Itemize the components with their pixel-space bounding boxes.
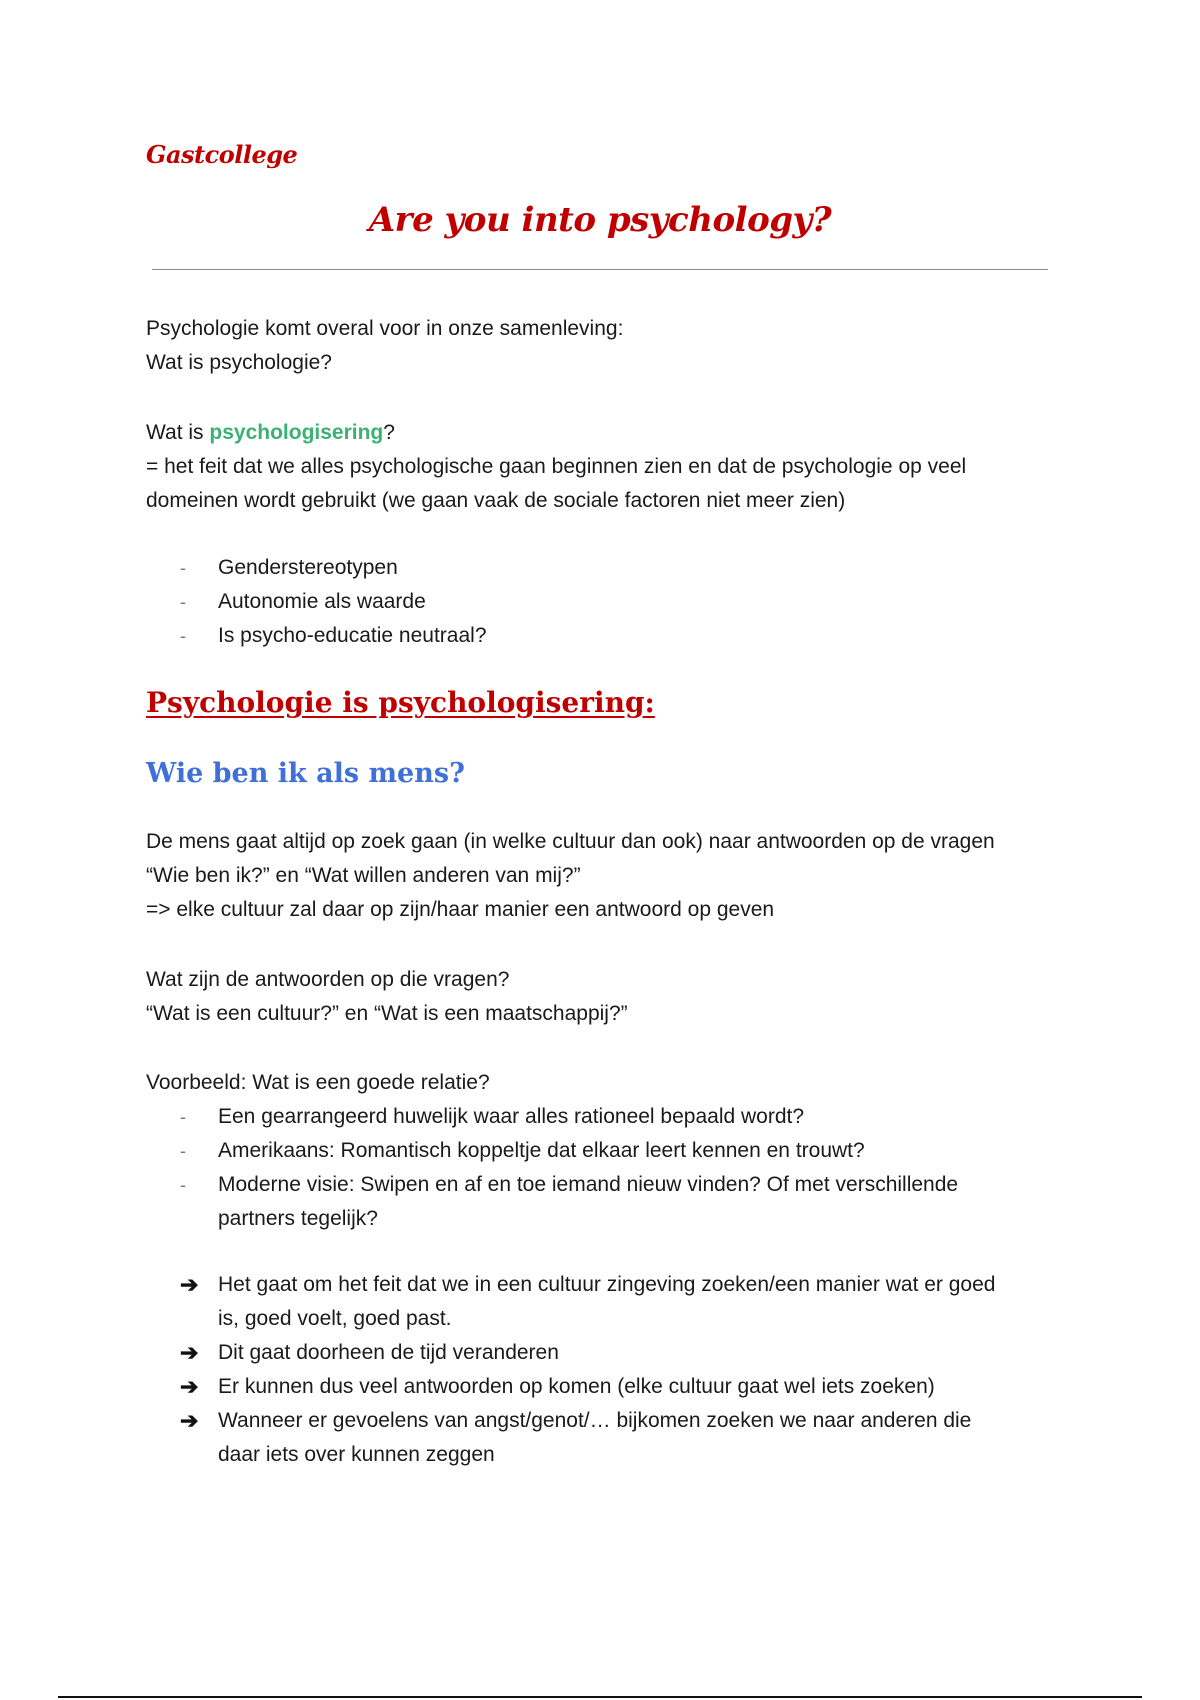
arrow-right-icon: ➔ xyxy=(180,1340,199,1365)
list-item-text: Is psycho-educatie neutraal? xyxy=(218,624,487,647)
definition-paragraph xyxy=(146,416,1046,518)
list-item xyxy=(146,1404,1046,1472)
dash-bullet-icon: - xyxy=(180,1107,186,1127)
list-item-text: Dit gaat doorheen de tijd veranderen xyxy=(218,1341,559,1364)
list-item-text: Autonomie als waarde xyxy=(218,590,426,613)
highlighted-term: psychologisering xyxy=(209,421,384,444)
paragraph-line: “Wat is een cultuur?” en “Wat is een maatschappij?” xyxy=(146,1002,628,1025)
section-heading-psychologisering: Psychologie is psychologisering: xyxy=(146,686,655,719)
section-heading-wie-ben-ik: Wie ben ik als mens? xyxy=(146,758,465,789)
example-list xyxy=(146,1100,1046,1236)
list-item-text: Een gearrangeerd huwelijk waar alles rationeel bepaald wordt? xyxy=(218,1105,805,1128)
list-item-text: Er kunnen dus veel antwoorden op komen (elke cultuur gaat wel iets zoeken) xyxy=(218,1375,935,1398)
definition-line: domeinen wordt gebruikt (we gaan vaak de sociale factoren niet meer zien) xyxy=(146,489,846,512)
dash-bullet-icon: - xyxy=(180,626,186,646)
culture-paragraph xyxy=(146,825,1046,927)
list-item xyxy=(146,1268,1046,1336)
list-item-text: is, goed voelt, goed past. xyxy=(218,1307,452,1330)
list-item xyxy=(146,619,1046,653)
list-item xyxy=(146,1336,1046,1370)
list-item xyxy=(146,1168,1046,1236)
document-label: Gastcollege xyxy=(146,140,298,169)
dash-bullet-icon: - xyxy=(180,1141,186,1161)
list-item-text: Amerikaans: Romantisch koppeltje dat elkaar leert kennen en trouwt? xyxy=(218,1139,865,1162)
dash-bullet-icon: - xyxy=(180,592,186,612)
list-item xyxy=(146,585,1046,619)
title-divider xyxy=(152,269,1048,270)
paragraph-line: De mens gaat altijd op zoek gaan (in welke cultuur dan ook) naar antwoorden op de vragen xyxy=(146,830,995,853)
intro-line: Wat is psychologie? xyxy=(146,351,332,374)
paragraph-line: => elke cultuur zal daar op zijn/haar manier een antwoord op geven xyxy=(146,898,775,921)
document-title: Are you into psychology? xyxy=(368,200,832,240)
list-item xyxy=(146,1134,1046,1168)
question-suffix: ? xyxy=(383,421,395,444)
arrow-right-icon: ➔ xyxy=(180,1374,199,1399)
dash-bullet-icon: - xyxy=(180,558,186,578)
example-block xyxy=(146,1066,1046,1236)
question-prefix: Wat is xyxy=(146,421,210,444)
paragraph-line: Wat zijn de antwoorden op die vragen? xyxy=(146,968,510,991)
conclusions-block xyxy=(146,1268,1046,1472)
list-item-text: Genderstereotypen xyxy=(218,556,398,579)
page-bottom-rule xyxy=(58,1696,1142,1698)
paragraph-line: “Wie ben ik?” en “Wat willen anderen van mij?” xyxy=(146,864,581,887)
conclusion-list xyxy=(146,1268,1046,1472)
list-item xyxy=(146,551,1046,585)
definition-question xyxy=(146,416,1046,450)
intro-paragraph xyxy=(146,312,1046,380)
intro-line: Psychologie komt overal voor in onze samenleving: xyxy=(146,317,624,340)
topic-list xyxy=(146,551,1046,653)
questions-paragraph xyxy=(146,963,1046,1031)
arrow-right-icon: ➔ xyxy=(180,1272,199,1297)
list-item xyxy=(146,1100,1046,1134)
list-item-text: Wanneer er gevoelens van angst/genot/… bijkomen zoeken we naar anderen die xyxy=(218,1409,972,1432)
list-item xyxy=(146,1370,1046,1404)
list-item-text: daar iets over kunnen zeggen xyxy=(218,1443,495,1466)
list-item-text: partners tegelijk? xyxy=(218,1207,378,1230)
dash-bullet-icon: - xyxy=(180,1175,186,1195)
topic-list-block xyxy=(146,551,1046,653)
list-item-text: Moderne visie: Swipen en af en toe iemand nieuw vinden? Of met verschillende xyxy=(218,1173,959,1196)
example-intro: Voorbeeld: Wat is een goede relatie? xyxy=(146,1071,490,1094)
definition-line: = het feit dat we alles psychologische gaan beginnen zien en dat de psychologie op veel xyxy=(146,455,967,478)
arrow-right-icon: ➔ xyxy=(180,1408,199,1433)
list-item-text: Het gaat om het feit dat we in een cultuur zingeving zoeken/een manier wat er goed xyxy=(218,1273,996,1296)
